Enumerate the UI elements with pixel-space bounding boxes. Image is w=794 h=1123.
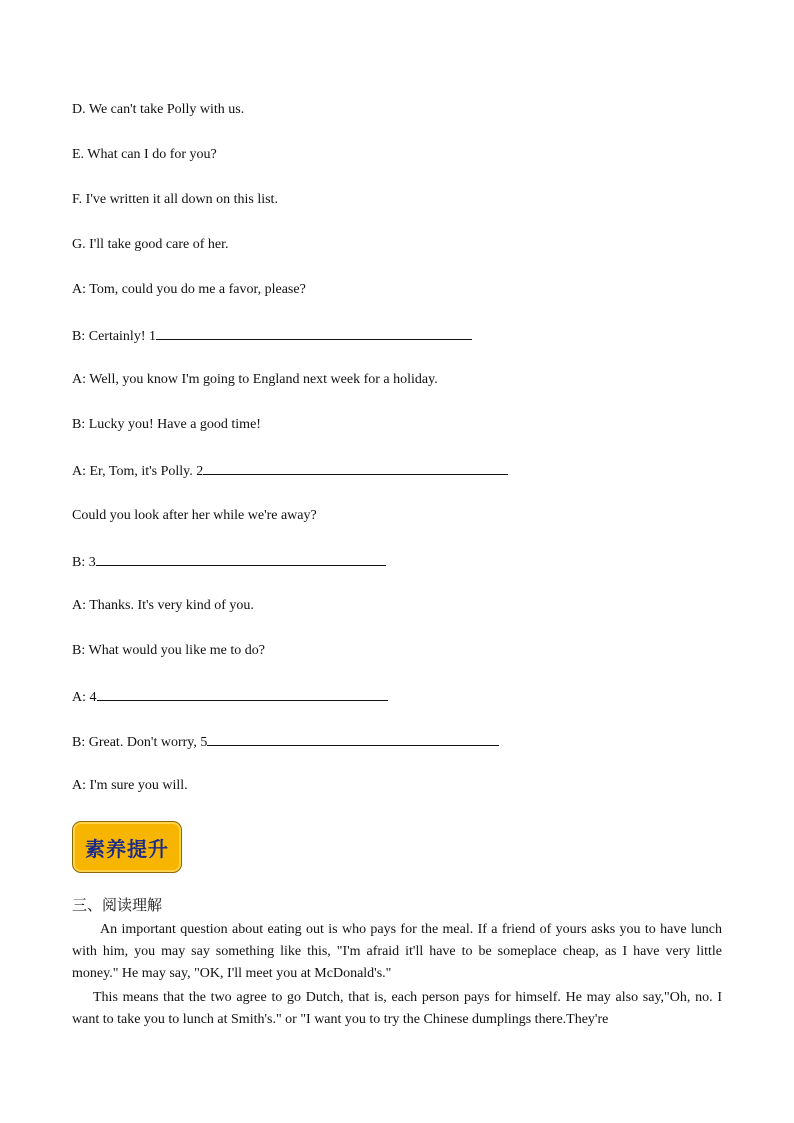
dialogue-line-7 <box>72 552 386 572</box>
dialogue-line-5 <box>72 461 508 481</box>
reading-paragraph-1: An important question about eating out is who pays for the meal. If a friend of yours asks you to have lunch with him, you may say something like this, "I'm afraid it'll have to be someplace cheap, as I have very little money." He may say, "OK, I'll meet you at McDonald's." <box>72 922 722 981</box>
option-d: D. We can't take Polly with us. <box>72 102 245 117</box>
option-f: F. I've written it all down on this list. <box>72 192 278 207</box>
dialogue-line-10 <box>72 687 388 707</box>
answer-blank-5[interactable] <box>207 732 499 746</box>
answer-blank-3[interactable] <box>96 552 386 566</box>
section-badge-label: 素养提升 <box>85 836 169 861</box>
option-e: E. What can I do for you? <box>72 147 217 162</box>
dialogue-line-7-text: B: 3 <box>72 555 96 570</box>
section-badge <box>72 821 182 873</box>
option-g: G. I'll take good care of her. <box>72 237 229 252</box>
section-title: 三、阅读理解 <box>72 896 163 914</box>
dialogue-line-12: A: I'm sure you will. <box>72 778 188 793</box>
dialogue-line-2-text: B: Certainly! 1 <box>72 329 156 344</box>
dialogue-line-8: A: Thanks. It's very kind of you. <box>72 598 254 613</box>
dialogue-line-4: B: Lucky you! Have a good time! <box>72 417 261 432</box>
answer-blank-2[interactable] <box>203 461 508 475</box>
answer-blank-1[interactable] <box>156 326 472 340</box>
reading-paragraph-2: This means that the two agree to go Dutch, that is, each person pays for himself. He may also say,"Oh, no. I want to take you to lunch at Smith's." or "I want you to try the Chinese dumplings there.They're <box>72 990 722 1027</box>
dialogue-line-11 <box>72 732 499 752</box>
answer-blank-4[interactable] <box>97 687 388 701</box>
dialogue-line-10-text: A: 4 <box>72 690 97 705</box>
dialogue-line-6: Could you look after her while we're away? <box>72 508 317 523</box>
dialogue-line-1: A: Tom, could you do me a favor, please? <box>72 282 306 297</box>
dialogue-line-9: B: What would you like me to do? <box>72 643 265 658</box>
dialogue-line-5-text: A: Er, Tom, it's Polly. 2 <box>72 464 204 479</box>
dialogue-line-2 <box>72 326 472 346</box>
dialogue-line-3: A: Well, you know I'm going to England next week for a holiday. <box>72 372 438 387</box>
dialogue-line-11-text: B: Great. Don't worry, 5 <box>72 735 208 750</box>
